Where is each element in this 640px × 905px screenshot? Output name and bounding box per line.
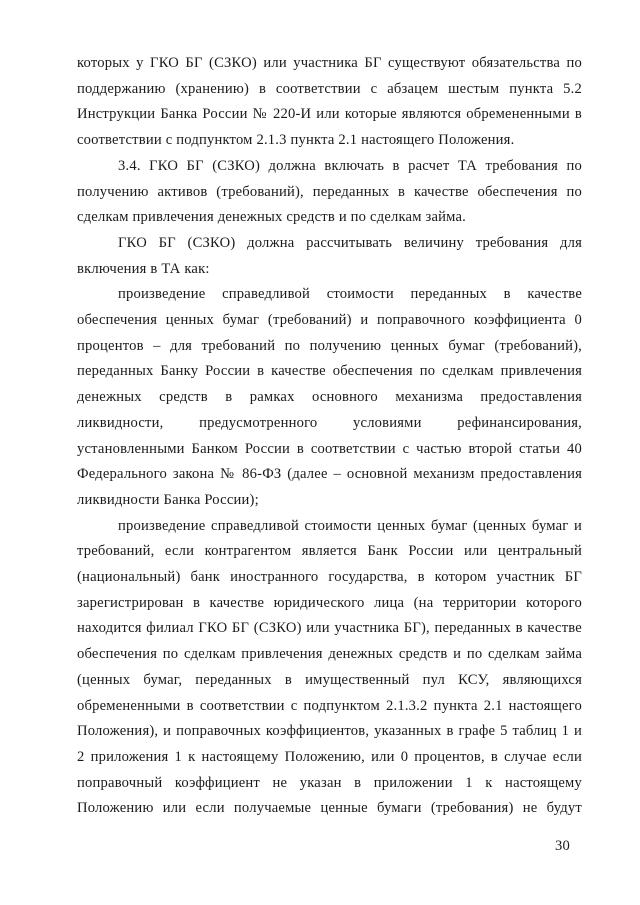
paragraph-continuation <box>77 51 582 154</box>
text-line: процентов – для требований по получению ценных бумаг (требований), <box>77 337 582 354</box>
text-line: зарегистрирован в качестве юридического лица (на территории которого <box>77 594 582 611</box>
text-line: произведение справедливой стоимости переданных в качестве <box>118 286 582 303</box>
text-line: находится филиал ГКО БГ (СЗКО) или участника БГ), переданных в качестве <box>77 620 582 637</box>
text-line: ликвидности Банка России); <box>77 491 259 508</box>
text-line: ликвидности, предусмотренного условиями рефинансирования, <box>77 414 582 431</box>
text-line: денежных средств в рамках основного механизма предоставления <box>77 389 582 406</box>
text-line: Положения), и поправочных коэффициентов, указанных в графе 5 таблиц 1 и <box>77 723 582 740</box>
text-line: обеспечения ценных бумаг (требований) и поправочного коэффициента 0 <box>77 312 582 329</box>
text-line: переданных Банку России в качестве обеспечения по сделкам привлечения <box>77 363 582 380</box>
text-line: (ценных бумаг, переданных в имущественный пул КСУ, являющихся <box>77 671 582 688</box>
text-line: Федерального закона № 86-ФЗ (далее – основной механизм предоставления <box>77 466 582 483</box>
text-line: обремененными в соответствии с подпунктом 2.1.3.2 пункта 2.1 настоящего <box>77 697 582 714</box>
text-line: сделкам привлечения денежных средств и по сделкам займа. <box>77 209 467 226</box>
text-line: получению активов (требований), переданных в качестве обеспечения по <box>77 183 582 200</box>
text-line: которых у ГКО БГ (СЗКО) или участника БГ существуют обязательства по <box>77 55 582 71</box>
text-line: соответствии с подпунктом 2.1.3 пункта 2.1 настоящего Положения. <box>77 132 515 149</box>
text-line: 2 приложения 1 к настоящему Положению, или 0 процентов, в случае если <box>77 748 582 765</box>
document-body <box>77 51 582 822</box>
paragraph-first-product <box>77 282 582 513</box>
text-line: требований, если контрагентом является Банк России или центральный <box>77 543 582 560</box>
text-line: обеспечения по сделкам привлечения денежных средств и по сделкам займа <box>77 646 582 663</box>
text-line: (национальный) банк иностранного государства, в котором участник БГ <box>77 569 582 586</box>
text-line: поправочный коэффициент не указан в приложении 1 к настоящему <box>77 774 582 791</box>
text-line: 3.4. ГКО БГ (СЗКО) должна включать в расчет ТА требования по <box>118 157 582 174</box>
text-line: произведение справедливой стоимости ценных бумаг (ценных бумаг и <box>118 517 582 534</box>
paragraph-section-3-4 <box>77 154 582 231</box>
paragraph-second-product <box>77 514 582 822</box>
text-line: Инструкции Банка России № 220-И или которые являются обремененными в <box>77 106 582 123</box>
text-line: Положению или если получаемые ценные бумаги (требования) не будут <box>77 800 582 817</box>
text-line: установленными Банком России в соответствии с частью второй статьи 40 <box>77 440 582 457</box>
paragraph-calculation-intro <box>77 231 582 282</box>
text-line: включения в ТА как: <box>77 260 210 277</box>
text-line: ГКО БГ (СЗКО) должна рассчитывать величину требования для <box>118 234 582 251</box>
page-number: 30 <box>555 838 570 854</box>
text-line: поддержанию (хранению) в соответствии с абзацем шестым пункта 5.2 <box>77 80 582 97</box>
